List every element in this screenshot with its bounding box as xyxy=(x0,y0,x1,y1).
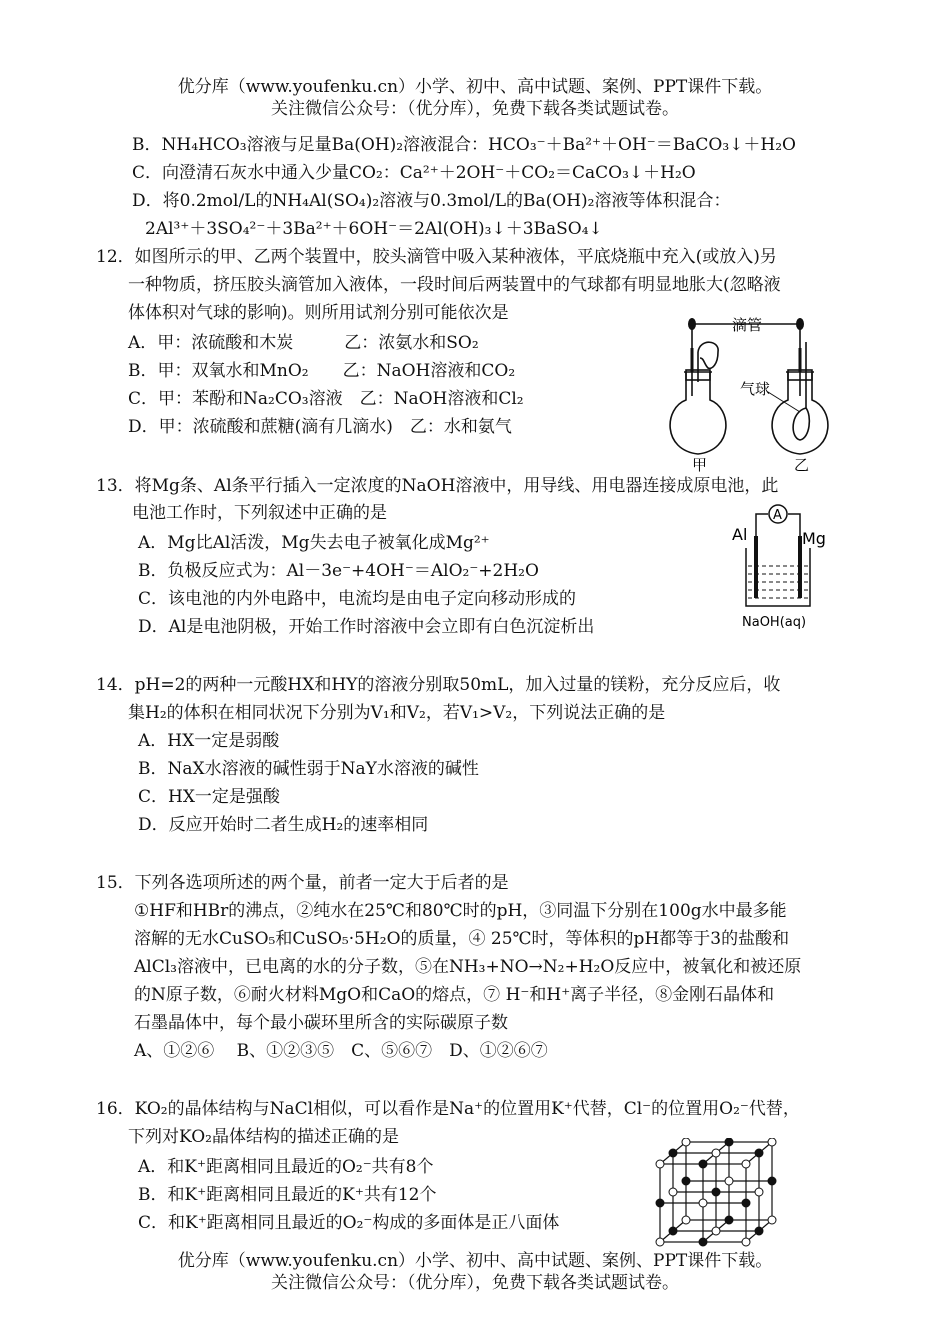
al-electrode xyxy=(754,536,758,598)
q16-option-a: A．和K⁺距离相同且最近的O₂⁻共有8个 xyxy=(138,1157,434,1177)
fig-label-mg: Mg xyxy=(802,529,826,548)
q11-option-c: C．向澄清石灰水中通入少量CO₂：Ca²⁺＋2OH⁻＋CO₂＝CaCO₃↓＋H₂O xyxy=(132,163,696,183)
footer-line-2: 关注微信公众号：（优分库），免费下载各类试题试卷。 xyxy=(271,1273,679,1293)
q14-option-c: C．HX一定是强酸 xyxy=(138,787,280,807)
header-line-2: 关注微信公众号：（优分库），免费下载各类试题试卷。 xyxy=(271,99,679,119)
q12-stem-1: 12．如图所示的甲、乙两个装置中，胶头滴管中吸入某种液体，平底烧瓶中充入(或放入)另 xyxy=(96,247,777,267)
q15-options: A、①②⑥ B、①②③⑤ C、⑤⑥⑦ D、①②⑥⑦ xyxy=(134,1041,548,1061)
crystal-lattice-figure xyxy=(652,1138,782,1250)
q14-option-a: A．HX一定是弱酸 xyxy=(138,731,280,751)
footer-line-1: 优分库（www.youfenku.cn）小学、初中、高中试题、案例、PPT课件下载。 xyxy=(177,1251,773,1271)
q13-stem-1: 13．将Mg条、Al条平行插入一定浓度的NaOH溶液中，用导线、用电器连接成原电池，此 xyxy=(96,476,779,496)
q13-option-b: B．负极反应式为：Al－3e⁻+4OH⁻＝AlO₂⁻+2H₂O xyxy=(138,561,539,581)
q12-option-a: A．甲：浓硫酸和木炭 乙：浓氨水和SO₂ xyxy=(128,333,479,353)
q13-stem-2: 电池工作时，下列叙述中正确的是 xyxy=(132,503,387,523)
q15-stem: 15．下列各选项所述的两个量，前者一定大于后者的是 xyxy=(96,873,509,893)
q12-option-c: C．甲：苯酚和Na₂CO₃溶液 乙：NaOH溶液和Cl₂ xyxy=(128,389,524,409)
q16-stem-1: 16．KO₂的晶体结构与NaCl相似，可以看作是Na⁺的位置用K⁺代替，Cl⁻的位置用O₂⁻代替， xyxy=(96,1099,800,1119)
q13-option-a: A．Mg比Al活泼，Mg失去电子被氧化成Mg²⁺ xyxy=(138,533,490,553)
fig-label-balloon: 气球 xyxy=(740,380,771,398)
q15-line-2: 溶解的无水CuSO₅和CuSO₅·5H₂O的质量，④ 25℃时，等体积的pH都等于3的盐酸和 xyxy=(134,929,790,949)
q15-line-4: 的N原子数，⑥耐火材料MgO和CaO的熔点，⑦ H⁻和H⁺离子半径，⑧金刚石晶体和 xyxy=(134,985,775,1005)
q16-option-b: B．和K⁺距离相同且最近的K⁺共有12个 xyxy=(138,1185,437,1205)
flask-yi xyxy=(772,324,828,454)
ammeter-label: A xyxy=(773,508,782,523)
q15-line-1: ①HF和HBr的沸点，②纯水在25℃和80℃时的pH，③同温下分别在100g水中最多能 xyxy=(134,901,787,921)
fig-label-naoh: NaOH(aq) xyxy=(742,615,807,630)
q14-option-b: B．NaX水溶液的碱性弱于NaY水溶液的碱性 xyxy=(138,759,479,779)
q12-stem-2: 一种物质，挤压胶头滴管加入液体，一段时间后两装置中的气球都有明显地胀大(忽略液 xyxy=(128,275,781,295)
q11-option-d-equation: 2Al³⁺＋3SO₄²⁻＋3Ba²⁺＋6OH⁻＝2Al(OH)₃↓＋3BaSO₄↓ xyxy=(145,219,603,239)
galvanic-cell-figure xyxy=(728,500,838,636)
q13-option-d: D．Al是电池阴极，开始工作时溶液中会立即有白色沉淀析出 xyxy=(138,617,595,637)
dropper-bulb-yi xyxy=(796,318,804,330)
q12-stem-3: 体体积对气球的影响)。则所用试剂分别可能依次是 xyxy=(128,303,509,323)
q13-option-c: C．该电池的内外电路中，电流均是由电子定向移动形成的 xyxy=(138,589,577,609)
flask-apparatus-figure xyxy=(660,312,860,474)
q12-option-d: D．甲：浓硫酸和蔗糖(滴有几滴水) 乙：水和氨气 xyxy=(128,417,512,437)
flask-jia xyxy=(670,324,800,454)
header-line-1: 优分库（www.youfenku.cn）小学、初中、高中试题、案例、PPT课件下载。 xyxy=(177,77,773,97)
fig-label-al: Al xyxy=(732,525,748,544)
q16-option-c: C．和K⁺距离相同且最近的O₂⁻构成的多面体是正八面体 xyxy=(138,1213,560,1233)
q15-line-3: AlCl₃溶液中，已电离的水的分子数，⑤在NH₃+NO→N₂+H₂O反应中，被氧化和被还原 xyxy=(134,957,802,977)
q15-line-5: 石墨晶体中，每个最小碳环里所含的实际碳原子数 xyxy=(134,1013,508,1033)
q16-stem-2: 下列对KO₂晶体结构的描述正确的是 xyxy=(128,1127,399,1147)
q11-option-b: B．NH₄HCO₃溶液与足量Ba(OH)₂溶液混合：HCO₃⁻＋Ba²⁺＋OH⁻＝BaCO₃↓＋H₂O xyxy=(132,135,796,155)
dropper-bulb-jia xyxy=(688,318,696,330)
fig-label-dropper: 滴管 xyxy=(732,316,763,334)
q12-option-b: B．甲：双氧水和MnO₂ 乙：NaOH溶液和CO₂ xyxy=(128,361,516,381)
fig-label-jia: 甲 xyxy=(692,456,708,474)
fig-label-yi: 乙 xyxy=(794,456,810,474)
q14-stem-1: 14．pH=2的两种一元酸HX和HY的溶液分别取50mL，加入过量的镁粉，充分反应后，收 xyxy=(96,675,781,695)
q14-option-d: D．反应开始时二者生成H₂的速率相同 xyxy=(138,815,429,835)
q11-option-d: D．将0.2mol/L的NH₄Al(SO₄)₂溶液与0.3mol/L的Ba(OH)₂溶液等体积混合： xyxy=(132,191,731,211)
q14-stem-2: 集H₂的体积在相同状况下分别为V₁和V₂，若V₁>V₂，下列说法正确的是 xyxy=(128,703,666,723)
